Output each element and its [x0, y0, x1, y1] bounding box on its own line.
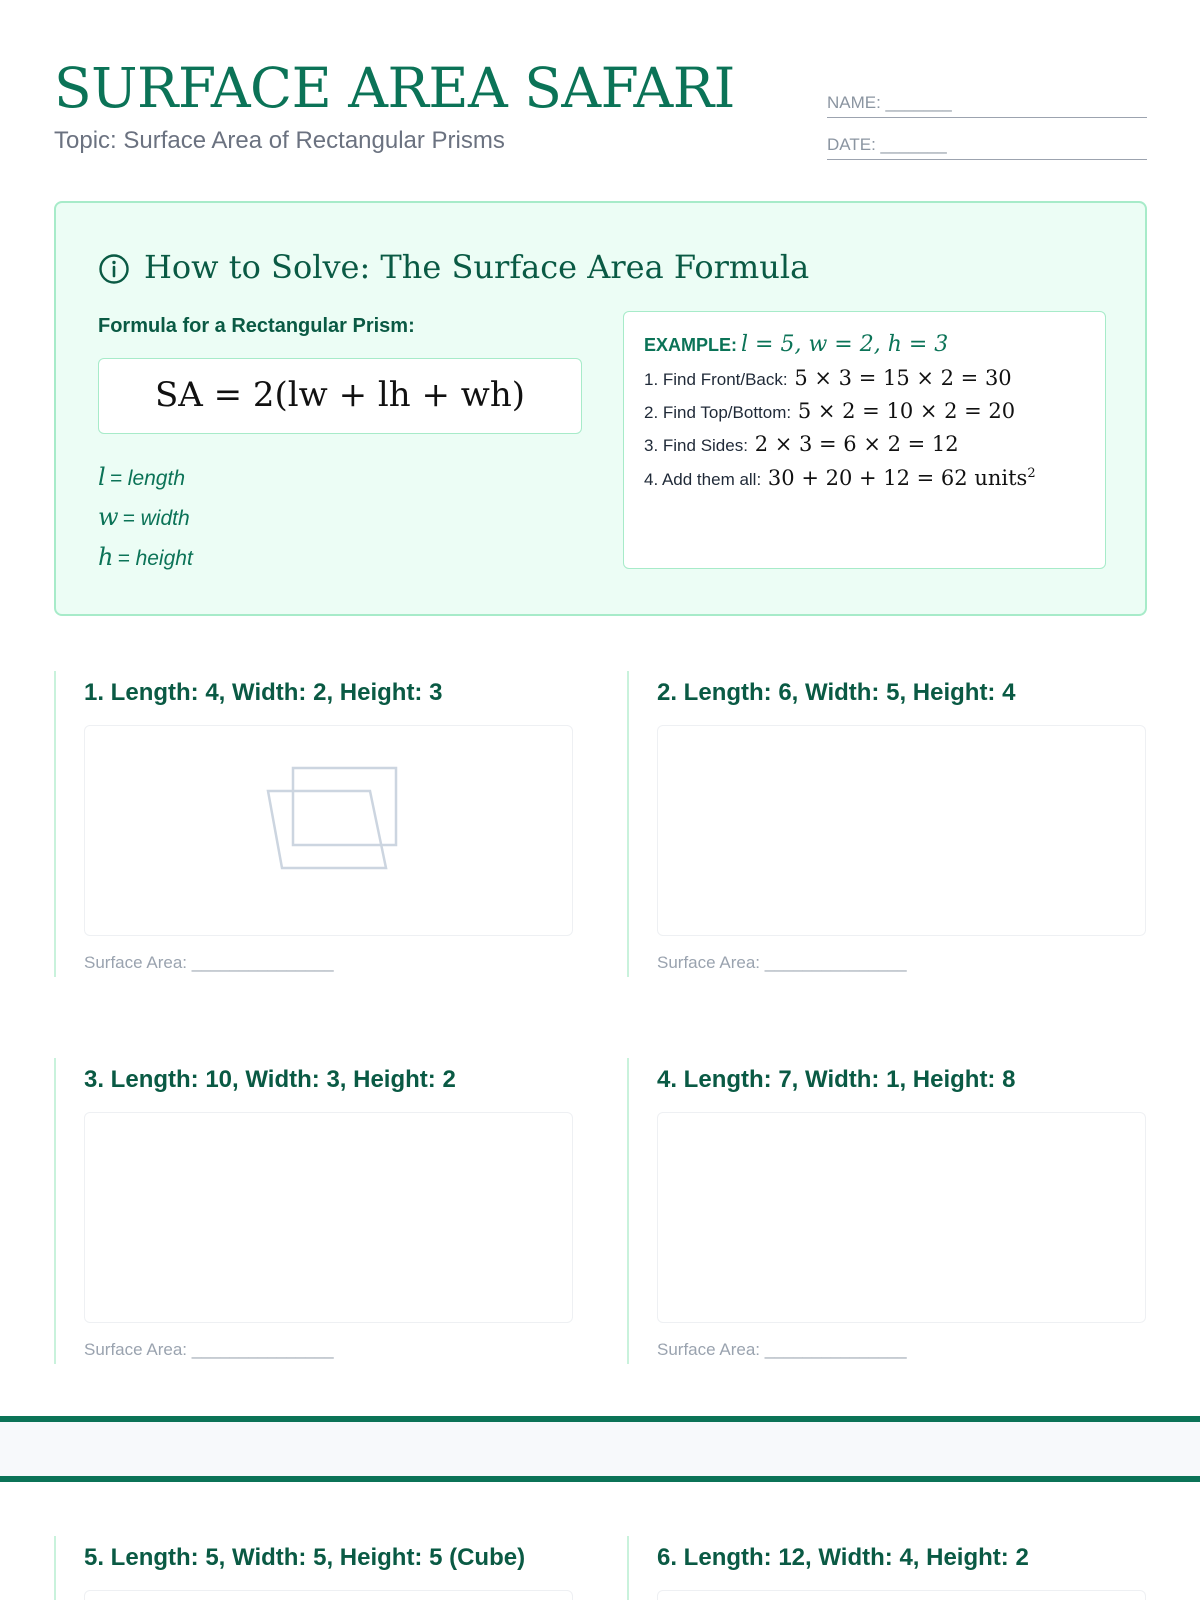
surface-area-answer[interactable]: Surface Area: _______________ [657, 1340, 907, 1359]
problem-card [627, 671, 1147, 977]
date-label: DATE: _______ [827, 135, 947, 154]
example-values: l = 5, w = 2, h = 3 [741, 332, 949, 357]
prism-sketch-icon [266, 766, 398, 872]
formula-info-panel [54, 201, 1147, 616]
problem-card [54, 1536, 574, 1600]
legend-var: l [98, 463, 106, 491]
work-area[interactable] [657, 1112, 1146, 1323]
surface-area-answer[interactable]: Surface Area: _______________ [84, 953, 334, 972]
legend-var: h [98, 543, 114, 571]
legend-text: = length [109, 467, 186, 490]
problem-title: 6. Length: 12, Width: 4, Height: 2 [657, 1544, 1029, 1571]
step-math: 5 × 2 = 10 × 2 = 20 [797, 399, 1016, 423]
page-title: SURFACE AREA SAFARI [54, 56, 735, 120]
name-label: NAME: _______ [827, 93, 952, 112]
work-area[interactable] [84, 725, 573, 936]
legend-length [98, 463, 185, 491]
formula-box [98, 358, 582, 434]
units-exponent: 2 [1027, 466, 1036, 481]
step-label: 4. Add them all: [644, 470, 762, 489]
legend-height [98, 543, 193, 571]
legend-text: = height [117, 547, 193, 570]
legend-var: w [98, 503, 119, 531]
step-label: 2. Find Top/Bottom: [644, 403, 792, 422]
work-area[interactable] [84, 1590, 573, 1600]
problem-card [627, 1058, 1147, 1364]
name-field[interactable] [827, 88, 1147, 118]
work-area[interactable] [84, 1112, 573, 1323]
surface-area-answer[interactable]: Surface Area: _______________ [657, 953, 907, 972]
step-label: 3. Find Sides: [644, 436, 748, 455]
example-step [644, 432, 959, 456]
page-divider [0, 1416, 1200, 1482]
date-field[interactable] [827, 130, 1147, 160]
example-heading [644, 332, 948, 357]
info-title: How to Solve: The Surface Area Formula [144, 248, 810, 286]
formula-label: Formula for a Rectangular Prism: [98, 315, 415, 337]
step-label: 1. Find Front/Back: [644, 370, 788, 389]
example-label: EXAMPLE: [644, 335, 738, 355]
problem-title: 2. Length: 6, Width: 5, Height: 4 [657, 679, 1016, 706]
example-step [644, 466, 1036, 490]
example-step [644, 366, 1012, 390]
problem-card [54, 1058, 574, 1364]
surface-area-answer[interactable]: Surface Area: _______________ [84, 1340, 334, 1359]
formula-text: SA = 2(lw + lh + wh) [154, 375, 526, 415]
step-math [768, 466, 1036, 490]
info-circle-icon [98, 253, 130, 285]
problem-title: 1. Length: 4, Width: 2, Height: 3 [84, 679, 443, 706]
example-box [623, 311, 1106, 569]
legend-text: = width [122, 507, 190, 530]
problem-title: 3. Length: 10, Width: 3, Height: 2 [84, 1066, 456, 1093]
problem-card [54, 671, 574, 977]
problem-card [627, 1536, 1147, 1600]
work-area[interactable] [657, 725, 1146, 936]
topic-subtitle: Topic: Surface Area of Rectangular Prisms [54, 127, 505, 154]
problem-title: 4. Length: 7, Width: 1, Height: 8 [657, 1066, 1016, 1093]
step-math: 5 × 3 = 15 × 2 = 30 [794, 366, 1012, 390]
step-math-text: 30 + 20 + 12 = 62 units [767, 466, 1028, 490]
work-area[interactable] [657, 1590, 1146, 1600]
legend-width [98, 503, 190, 531]
step-math: 2 × 3 = 6 × 2 = 12 [754, 432, 959, 456]
problem-title: 5. Length: 5, Width: 5, Height: 5 (Cube) [84, 1544, 526, 1571]
example-step [644, 399, 1015, 423]
